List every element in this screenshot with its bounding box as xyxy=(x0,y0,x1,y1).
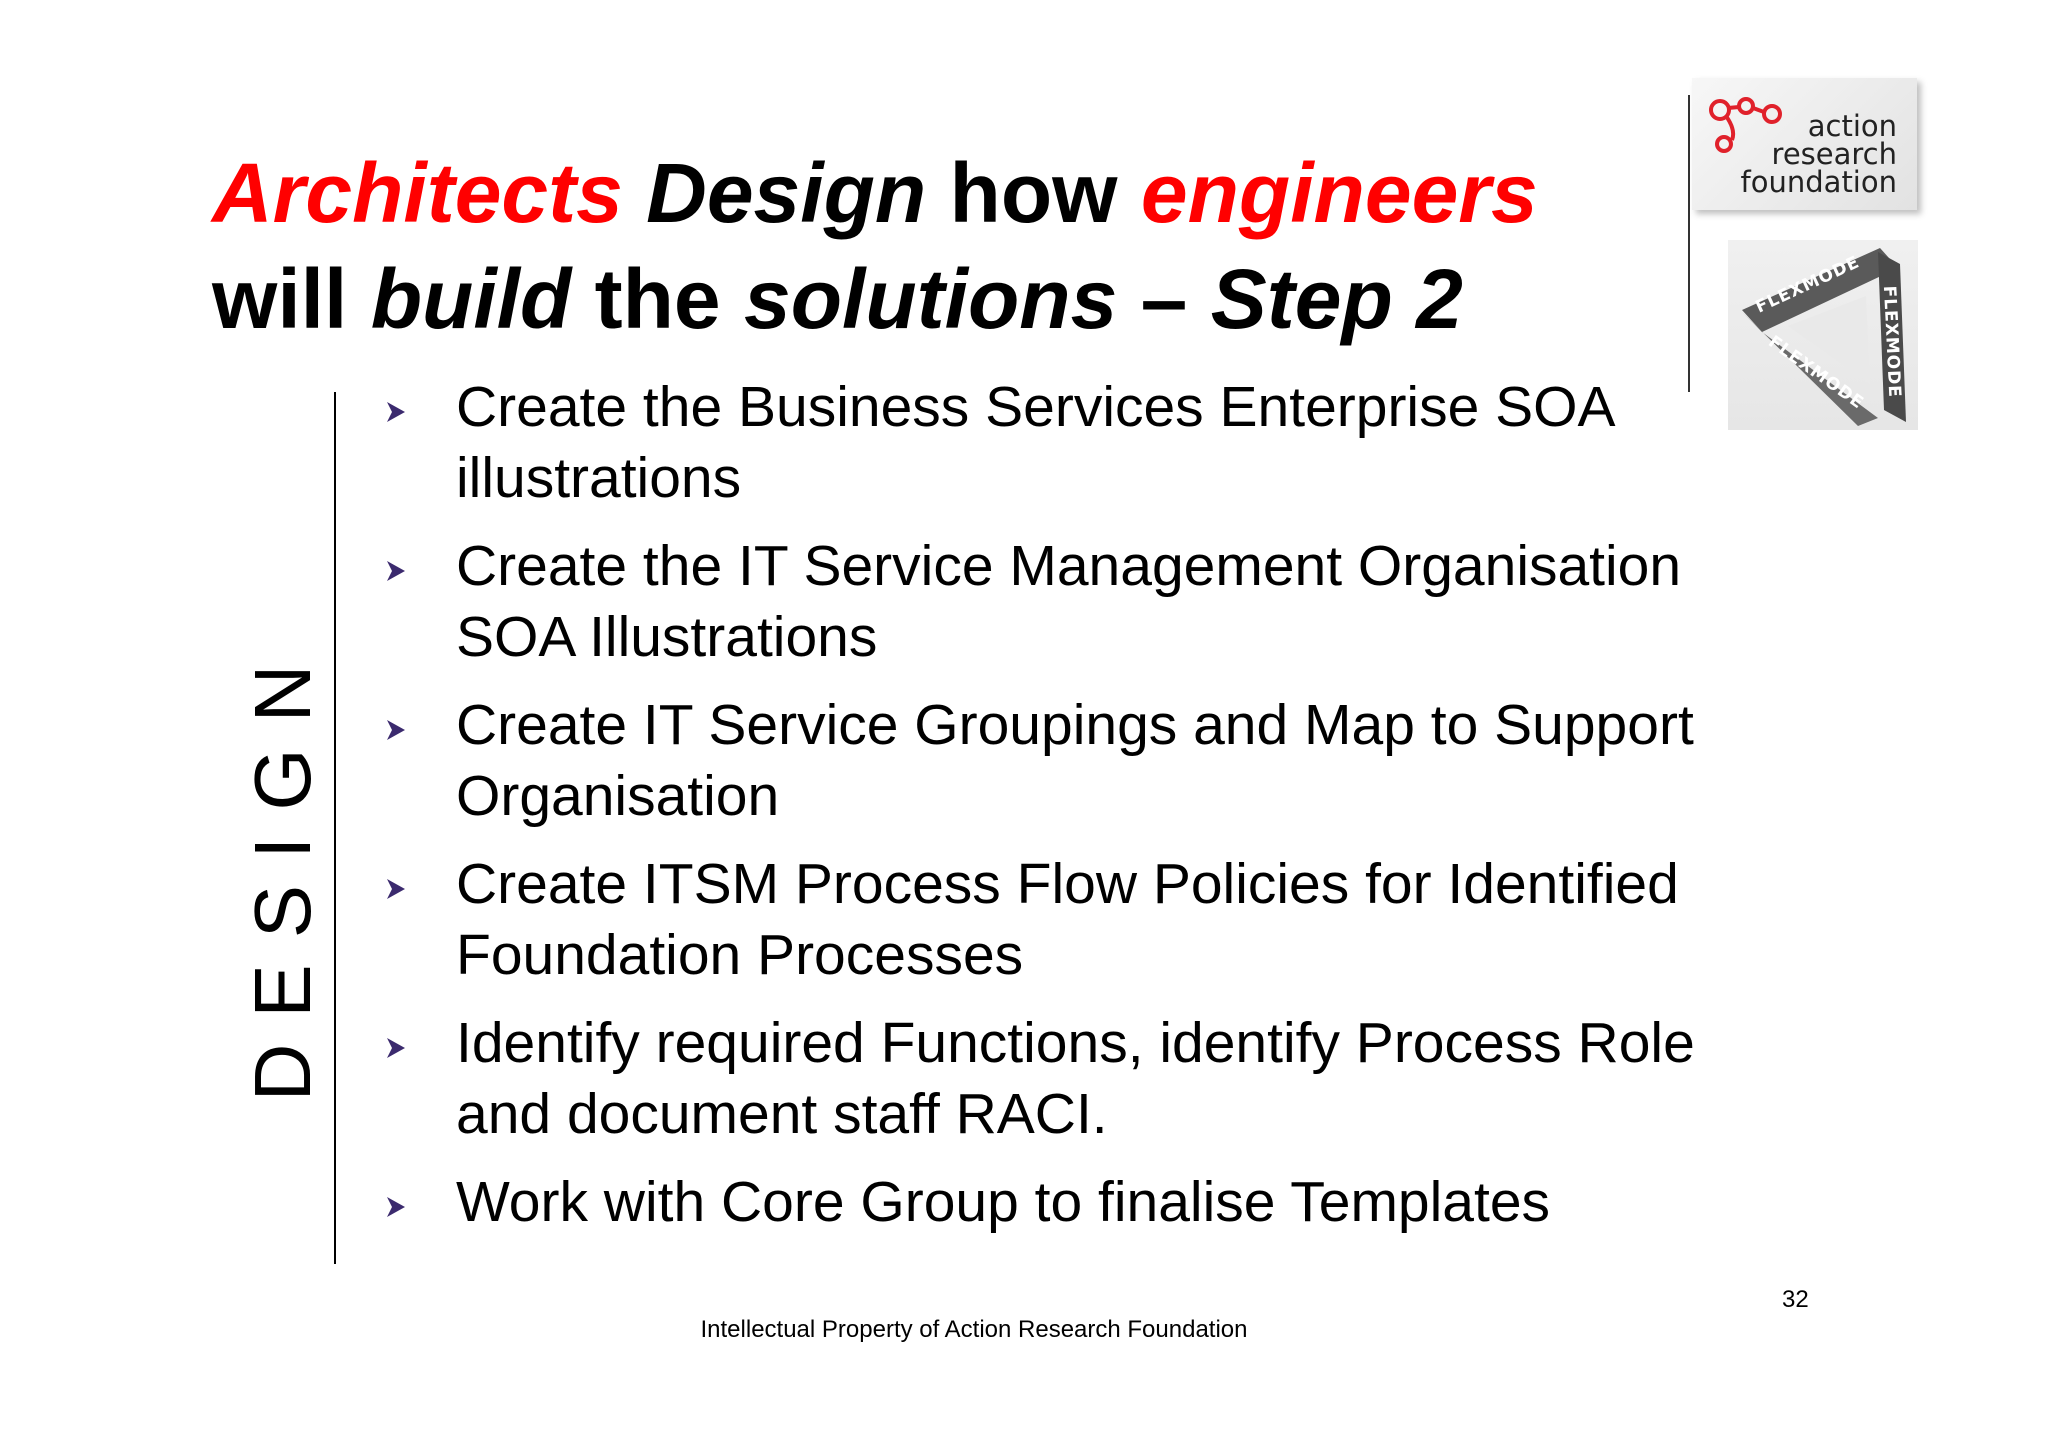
title-dash: – xyxy=(1117,252,1211,346)
side-label-design: DESIGN xyxy=(238,638,327,1102)
list-item xyxy=(384,690,1764,832)
bullet-arrow-icon xyxy=(384,718,408,742)
bullet-text: Create the Business Services Enterprise SOA illustrations xyxy=(456,375,1613,510)
title-word-build: build xyxy=(370,252,572,346)
bullet-list xyxy=(384,372,1764,1255)
title-word-will: will xyxy=(212,252,371,346)
side-divider xyxy=(334,392,336,1264)
title-word-the: the xyxy=(571,252,744,346)
arf-logo-word-action: action xyxy=(1807,109,1897,143)
page-number: 32 xyxy=(1782,1286,1809,1313)
bullet-arrow-icon xyxy=(384,1036,408,1060)
flexmode-text-right: FLEXMODE xyxy=(1878,285,1905,399)
title-word-architects: Architects xyxy=(212,146,623,240)
bullet-text: Work with Core Group to finalise Templates xyxy=(456,1170,1551,1234)
title-line-1 xyxy=(212,140,1662,246)
title-word-how: how xyxy=(926,146,1141,240)
arf-logo-word-research: research xyxy=(1771,137,1897,171)
title-word-design: Design xyxy=(646,146,927,240)
bullet-text: Create IT Service Groupings and Map to Support Organisation xyxy=(456,693,1694,828)
title-line-2 xyxy=(212,246,1662,352)
bullet-arrow-icon xyxy=(384,559,408,583)
logo-separator xyxy=(1688,95,1690,392)
list-item xyxy=(384,531,1764,673)
arf-logo-word-foundation: foundation xyxy=(1740,165,1897,199)
list-item xyxy=(384,1008,1764,1150)
bullet-text: Create the IT Service Management Organisation SOA Illustrations xyxy=(456,534,1682,669)
list-item xyxy=(384,849,1764,991)
list-item xyxy=(384,1167,1764,1238)
bullet-text: Create ITSM Process Flow Policies for Identified Foundation Processes xyxy=(456,852,1679,987)
action-research-foundation-logo xyxy=(1692,78,1917,210)
title-word-engineers: engineers xyxy=(1140,146,1538,240)
bullet-arrow-icon xyxy=(384,400,408,424)
flexmode-text-top: FLEXMODE xyxy=(1752,252,1863,318)
title-word-step-2: Step 2 xyxy=(1210,252,1463,346)
list-item xyxy=(384,372,1764,514)
slide-title xyxy=(212,140,1662,352)
bullet-arrow-icon xyxy=(384,877,408,901)
title-word-solutions: solutions xyxy=(744,252,1118,346)
bullet-text: Identify required Functions, identify Process Role and document staff RACI. xyxy=(456,1011,1695,1146)
footer-text: Intellectual Property of Action Research Foundation xyxy=(700,1316,1248,1343)
bullet-arrow-icon xyxy=(384,1195,408,1219)
title-space xyxy=(623,146,646,240)
flexmode-text-bottom: FLEXMODE xyxy=(1764,331,1868,414)
